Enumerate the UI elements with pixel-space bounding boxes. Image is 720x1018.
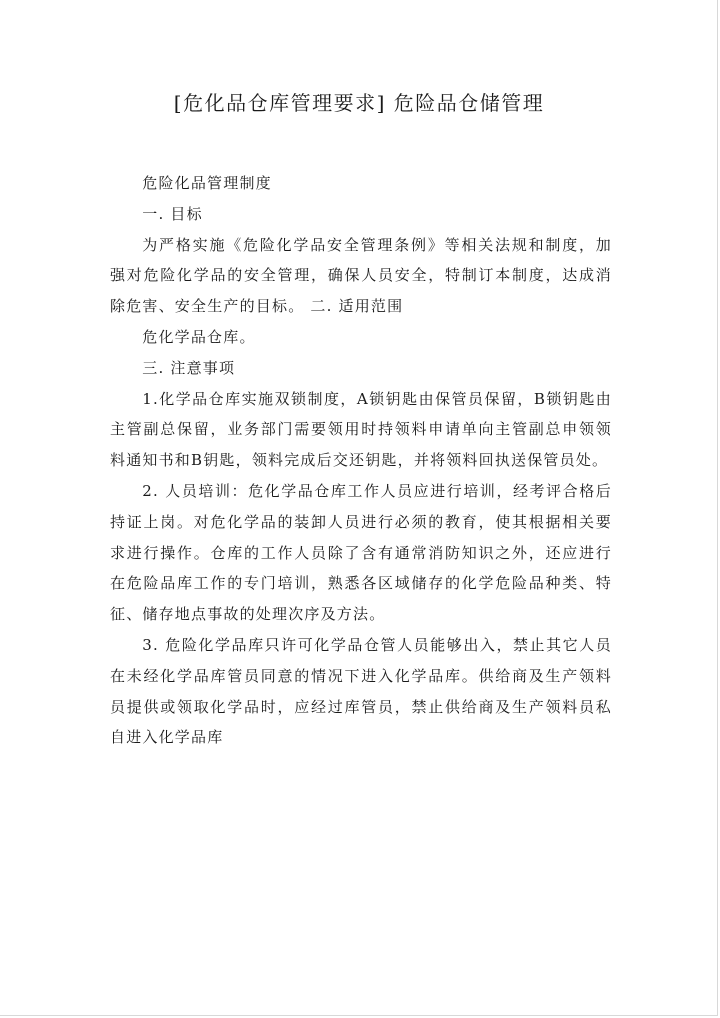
paragraph-item-1: 1.化学品仓库实施双锁制度，A锁钥匙由保管员保留，B锁钥匙由主管副总保留，业务部门需要领用时持领料申请单向主管副总申领领料通知书和B钥匙，领料完成后交还钥匙，并将领料回执送保管员处。 [110,389,612,470]
paragraph-objective: 为严格实施《危险化学品安全管理条例》等相关法规和制度，加强对危险化学品的安全管理，确保人员安全，特制订本制度，达成消除危害、安全生产的目标。 二. 适用范围 [110,235,612,316]
paragraph-heading: 危险化品管理制度 [142,174,272,192]
paragraph-item-2: 2. 人员培训：危化学品仓库工作人员应进行培训，经考评合格后持证上岗。对危化学品的装卸人员进行必须的教育，使其根据相关要求进行操作。仓库的工作人员除了含有通常消防知识之外，还应进行在危险品库工作的专门培训，熟悉各区域储存的化学危险品种类、特征、储存地点事故的处理次序及方法。 [110,481,612,624]
section-heading-notes: 三. 注意事项 [142,358,236,377]
section-heading-objective: 一. 目标 [142,204,203,223]
document-body [110,168,612,753]
paragraph-item-3: 3. 危险化学品库只许可化学品仓管人员能够出入，禁止其它人员在未经化学品库管员同意的情况下进入化学品库。供给商及生产领料员提供或领取化学品时，应经过库管员，禁止供给商及生产领料员私自进入化学品库 [110,635,612,747]
paragraph-scope: 危化学品仓库。 [142,327,256,346]
document-title: [危化品仓库管理要求] 危险品仓储管理 [173,91,545,115]
